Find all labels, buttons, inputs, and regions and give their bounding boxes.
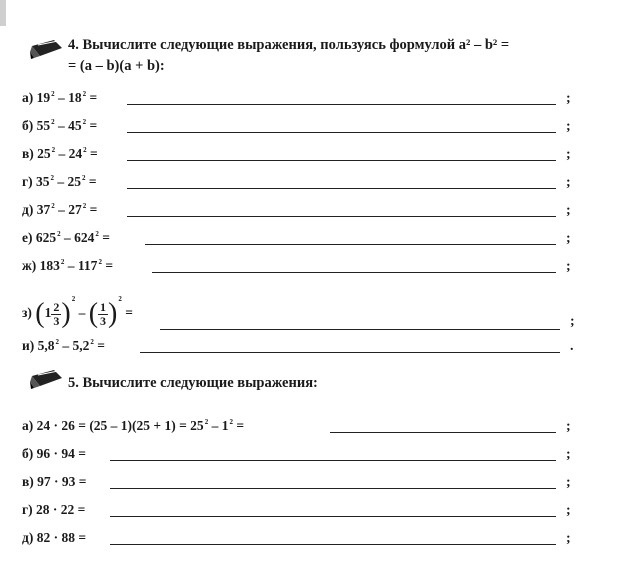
task4-item-label: д) $37^2 - 27^2$ = [22,202,98,217]
task4-item [22,170,622,192]
task4-item [22,334,622,356]
end-punctuation: ; [566,447,571,462]
end-punctuation: ; [566,531,571,546]
mixed-whole: 1 [44,305,52,321]
task4-item [22,295,622,329]
pencil-icon [30,38,64,60]
task5-item-label: в) 97 · 93 = [22,474,87,489]
end-punctuation: . [570,339,574,354]
answer-line[interactable] [330,432,556,433]
task5-item [22,442,622,464]
end-punctuation: ; [566,231,571,246]
task4-item-label: г) $35^2 - 25^2$ = [22,174,97,189]
end-punctuation: ; [566,475,571,490]
answer-line[interactable] [160,329,560,330]
task4-item-label: а) $19^2 - 18^2$ = [22,90,98,105]
task5-item-label: д) 82 · 88 = [22,530,87,545]
end-punctuation: ; [566,91,571,106]
task5-title-text: Вычислите следующие выражения: [82,375,318,391]
answer-line[interactable] [127,104,556,105]
task4-item [22,114,622,136]
page-edge-rule [0,0,6,26]
task4-title-line1 [68,36,509,54]
task4-item [22,198,622,220]
end-punctuation: ; [570,314,575,329]
end-punctuation: ; [566,419,571,434]
task4-item [22,254,622,276]
task4-item-label: и) $5,8^2 - 5,2^2$ = [22,338,105,353]
task5-item-label: б) 96 · 94 = [22,446,86,461]
task4-item [22,142,622,164]
task4-number: 4. [68,37,79,53]
task5-title [68,374,318,392]
end-punctuation: ; [566,503,571,518]
answer-line[interactable] [140,352,560,353]
task4-item-label: в) $25^2 - 24^2$ = [22,146,98,161]
answer-line[interactable] [127,132,556,133]
task5-item-label: г) 28 · 22 = [22,502,86,517]
task4-title-line2: = (a – b)(a + b): [68,58,165,74]
task4-item [22,226,622,248]
fraction-1: $\frac{2}{3}$ [53,299,60,328]
task5-item [22,414,622,436]
task4-item-label: з) (1 $\frac{2}{3}$ )$^2$ – ( $\frac{1}{3}$ )$^2$ = [22,295,133,329]
task5-item-label: а) $24 \cdot 26 = (25 - 1)(25 + 1) = 25^2 - 1^2$ = [22,418,245,433]
end-punctuation: ; [566,259,571,274]
task4-item [22,86,622,108]
end-punctuation: ; [566,175,571,190]
end-punctuation: ; [566,119,571,134]
fraction-2: $\frac{1}{3}$ [100,299,107,328]
task5-number: 5. [68,375,79,391]
task5-item [22,498,622,520]
answer-line[interactable] [127,216,556,217]
answer-line[interactable] [127,160,556,161]
answer-line[interactable] [127,188,556,189]
pencil-icon [30,368,64,390]
answer-line[interactable] [110,460,556,461]
answer-line[interactable] [145,244,556,245]
answer-line[interactable] [152,272,556,273]
task5-item [22,526,622,548]
answer-line[interactable] [110,488,556,489]
task4-title-text: Вычислите следующие выражения, пользуясь формулой a² – b² = [82,37,510,53]
task4-item-label: е) $625^2 - 624^2$ = [22,230,110,245]
end-punctuation: ; [566,203,571,218]
task5-item [22,470,622,492]
task4-item-label: ж) $183^2 - 117^2$ = [22,258,114,273]
task4-item-label: б) $55^2 - 45^2$ = [22,118,98,133]
answer-line[interactable] [110,544,556,545]
answer-line[interactable] [110,516,556,517]
end-punctuation: ; [566,147,571,162]
